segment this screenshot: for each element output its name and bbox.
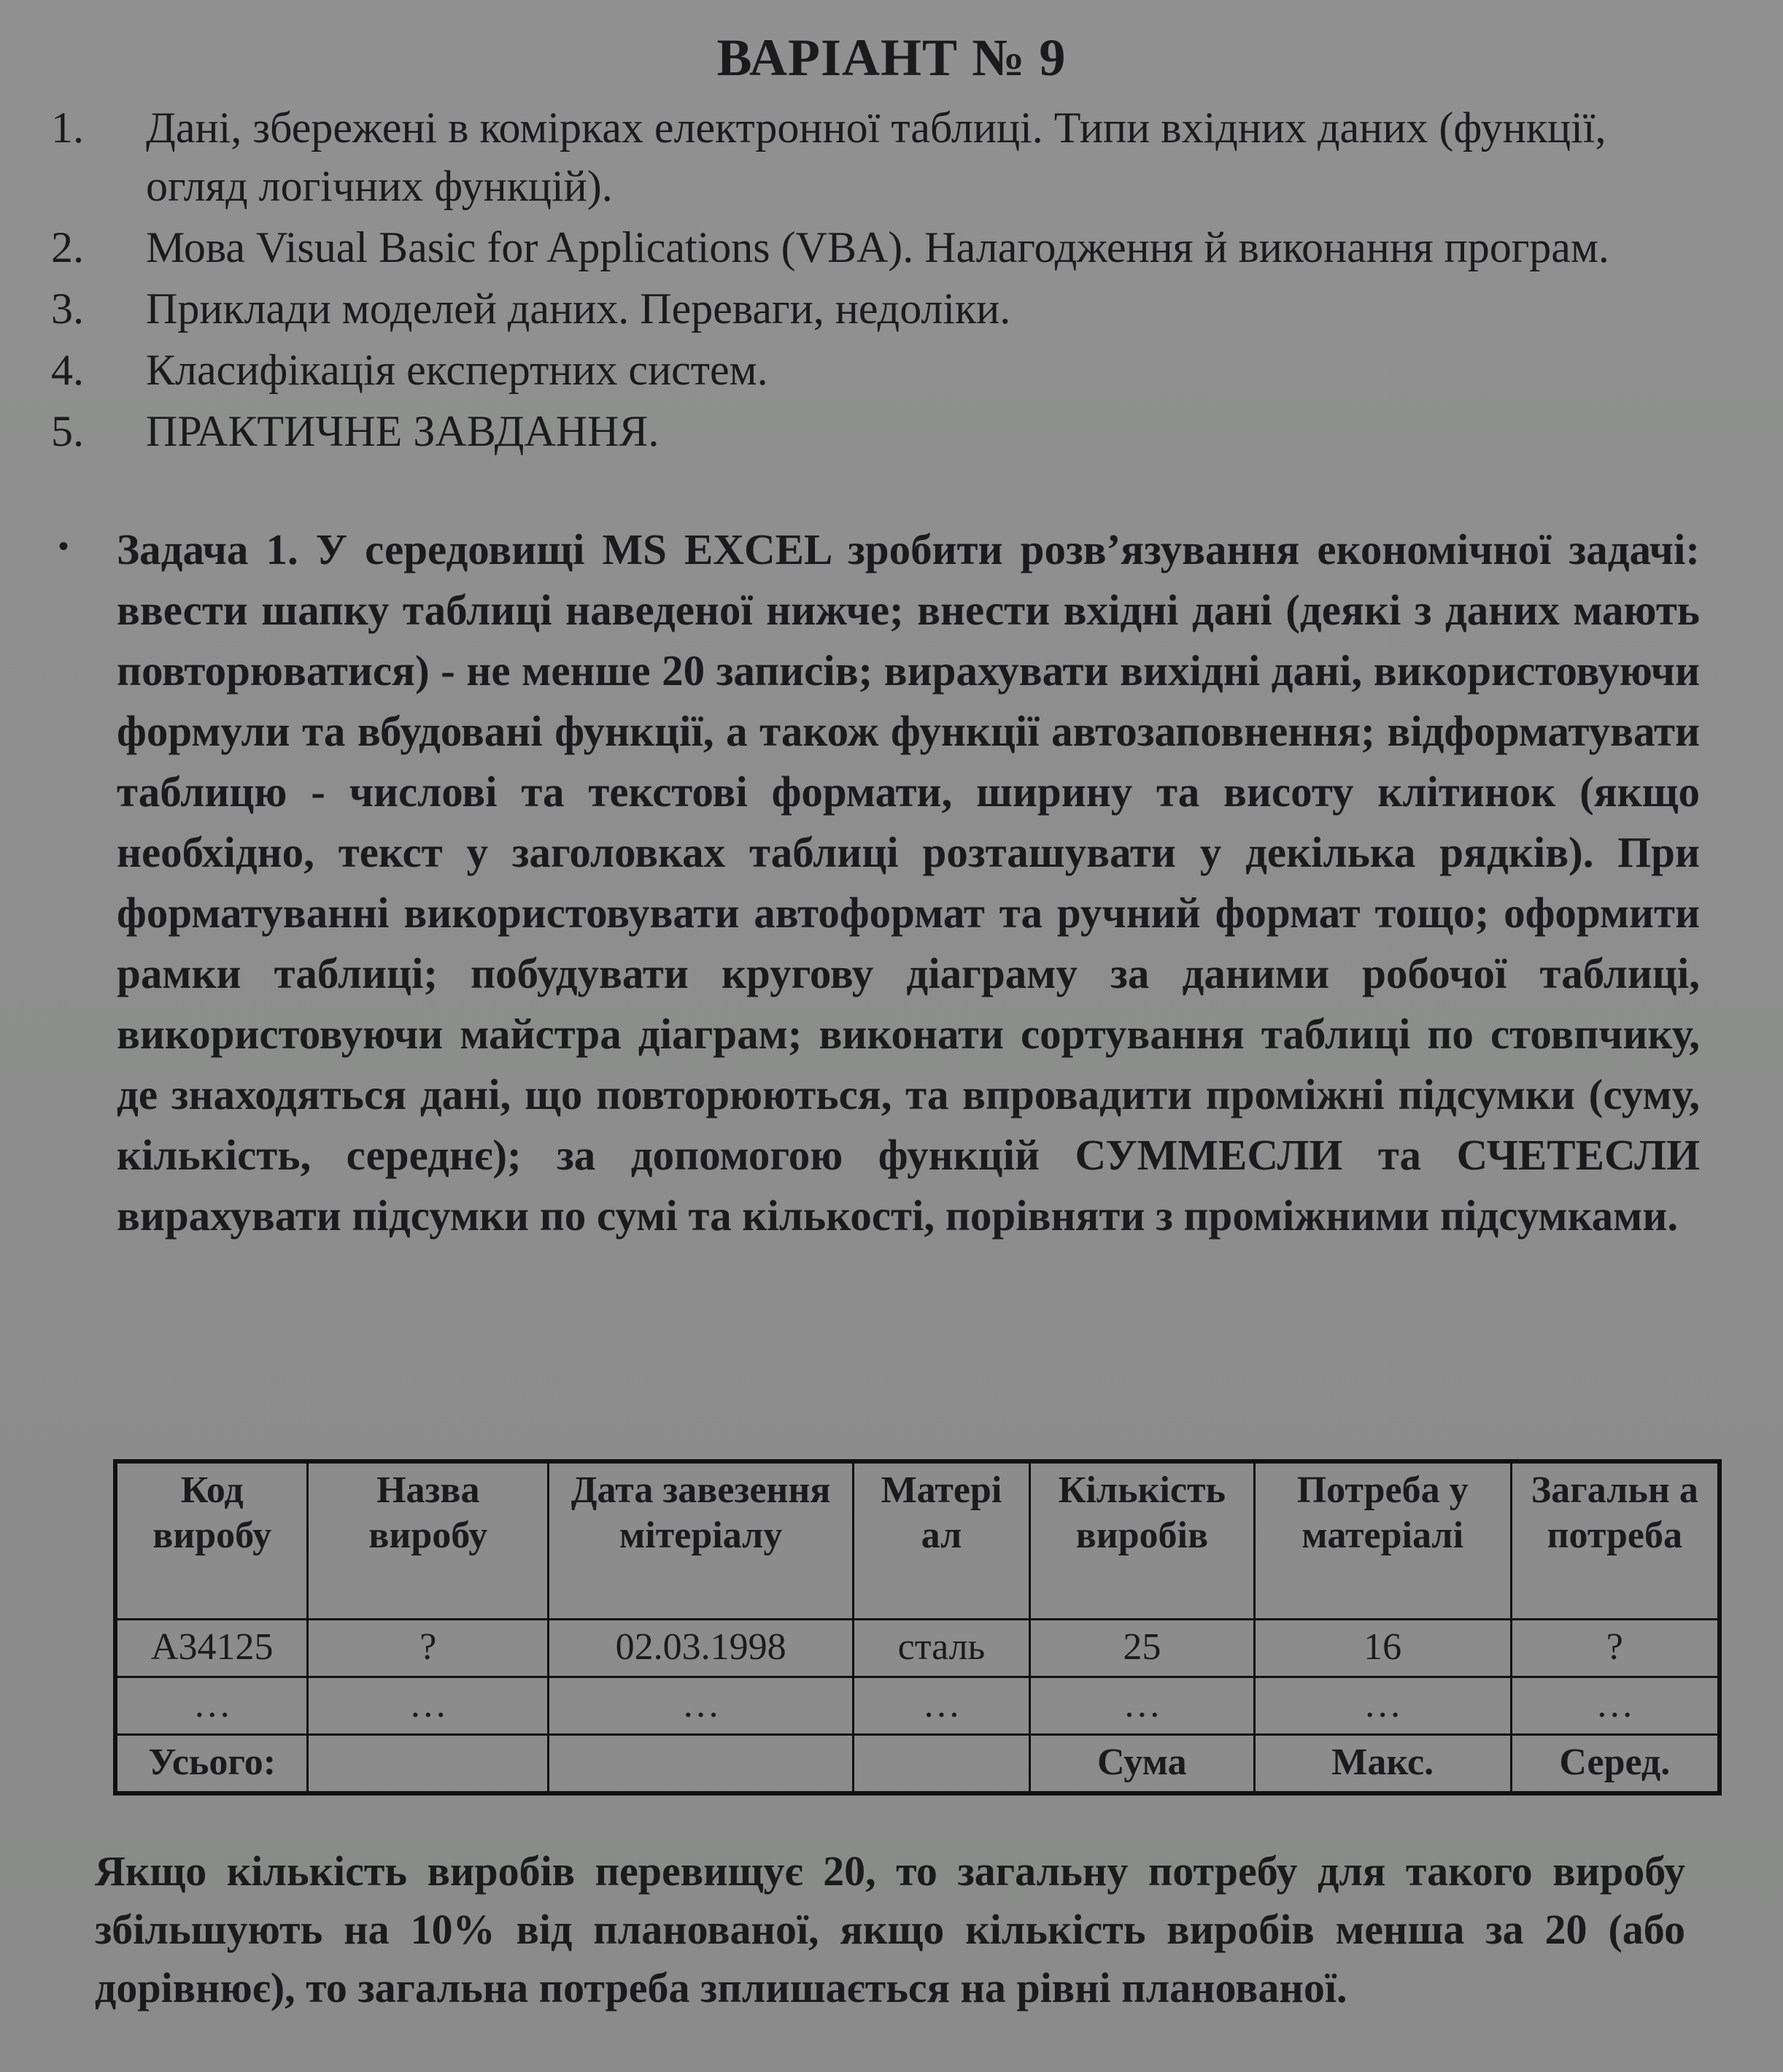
table-cell: …	[308, 1677, 549, 1735]
question-text: Дані, збережені в комірках електронної таблиці. Типи вхідних даних (функції, огляд логічних функцій).	[146, 104, 1606, 210]
table-cell: …	[1254, 1677, 1511, 1735]
header-cell: Кількість виробів	[1029, 1461, 1254, 1620]
question-number: 5.	[51, 407, 84, 455]
table-cell: …	[1511, 1677, 1720, 1735]
question-text: Класифікація експертних систем.	[146, 346, 768, 394]
header-cell: Потреба у матеріалі	[1254, 1461, 1511, 1620]
task-name: Задача 1.	[117, 525, 298, 573]
question-number: 1.	[51, 104, 84, 152]
table-cell: ?	[308, 1620, 549, 1677]
table-row	[115, 1677, 1720, 1735]
sum-label: Сума	[1029, 1735, 1254, 1794]
average-label: Серед.	[1511, 1735, 1720, 1794]
question-text: Приклади моделей даних. Переваги, недоліки.	[146, 285, 1011, 333]
task-text: У середовищі MS EXCEL зробити розв’язування економічної задачі: ввести шапку таблиці наведеної нижче; внести вхідні дані (деякі з даних мають повторюватися) - не менше 20 записів; вирахувати вихідні дані, використовуючи формули та вбудовані функції, а також функції автозаповнення; відформатувати таблицю - числові та текстові формати, ширину та висоту клітинок (якщо необхідно, текст у заголовках таблиці розташувати у декілька рядків). При форматуванні використовувати автоформат та ручний формат тощо; оформити рамки таблиці; побудувати кругову діаграму за даними робочої таблиці, використовуючи майстра діаграм; виконати сортування таблиці по стовпчику, де знаходяться дані, що повторюються, та впровадити проміжні підсумки (суму, кількість, середнє); за допомогою функцій СУММЕСЛИ та СЧЕТЕСЛИ вирахувати підсумки по сумі та кількості, порівняти з проміжними підсумками.	[117, 525, 1700, 1240]
total-label: Усього:	[115, 1735, 308, 1794]
question-text: ПРАКТИЧНЕ ЗАВДАННЯ.	[146, 407, 660, 455]
table-cell	[854, 1735, 1030, 1794]
table-cell: 16	[1254, 1620, 1511, 1677]
header-cell: Загальн а потреба	[1511, 1461, 1720, 1620]
max-label: Макс.	[1254, 1735, 1511, 1794]
table-cell: …	[1029, 1677, 1254, 1735]
question-list	[51, 98, 1707, 463]
table-cell: …	[549, 1677, 854, 1735]
header-cell: Код виробу	[115, 1461, 308, 1620]
question-item	[51, 402, 1707, 460]
question-number: 2.	[51, 223, 84, 271]
table-row	[115, 1620, 1720, 1677]
table-header-row	[115, 1461, 1720, 1620]
variant-title: ВАРІАНТ № 9	[716, 28, 1067, 87]
table-cell	[308, 1735, 549, 1794]
table-cell: 25	[1029, 1620, 1254, 1677]
question-item	[51, 98, 1707, 215]
question-item	[51, 279, 1707, 338]
question-number: 3.	[51, 285, 84, 333]
header-cell: Назва виробу	[308, 1461, 549, 1620]
product-table	[113, 1459, 1722, 1795]
table-cell: ?	[1511, 1620, 1720, 1677]
question-item	[51, 341, 1707, 399]
bullet-icon: •	[58, 530, 69, 563]
table-cell: …	[854, 1677, 1030, 1735]
table-cell	[549, 1735, 854, 1794]
header-cell: Матері ал	[854, 1461, 1030, 1620]
question-item	[51, 218, 1707, 277]
table-cell: 02.03.1998	[549, 1620, 854, 1677]
task-description	[117, 519, 1700, 1246]
table-total-row	[115, 1735, 1720, 1794]
question-text: Мова Visual Basic for Applications (VBA). Налагодження й виконання програм.	[146, 223, 1609, 271]
header-cell: Дата завезення мітеріалу	[549, 1461, 854, 1620]
table-cell: А34125	[115, 1620, 308, 1677]
question-number: 4.	[51, 346, 84, 394]
table-cell: сталь	[854, 1620, 1030, 1677]
table-cell: …	[115, 1677, 308, 1735]
condition-note: Якщо кількість виробів перевищує 20, то загальну потребу для такого виробу збільшують на 10% від планованої, якщо кількість виробів менша за 20 (або дорівнює), то загальна потреба зплишається на рівні планованої.	[95, 1847, 1685, 2011]
